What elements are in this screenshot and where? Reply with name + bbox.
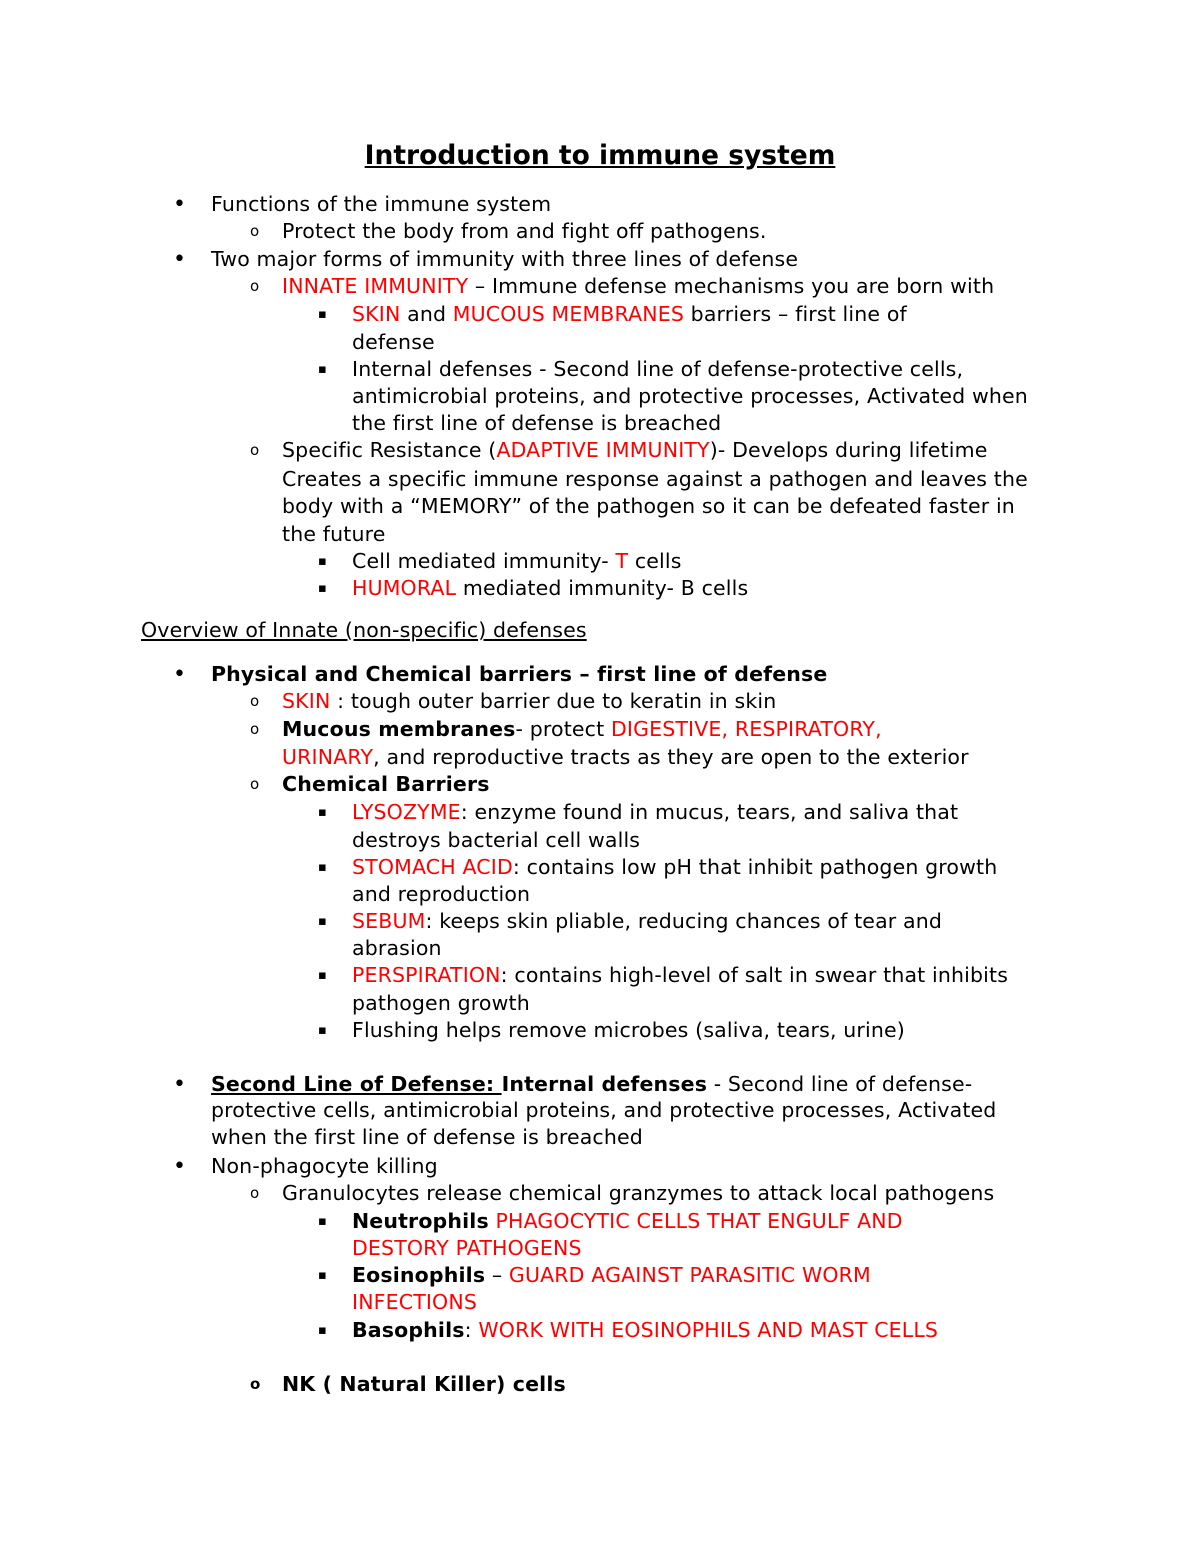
list-item: Basophils: WORK WITH EOSINOPHILS AND MAST CELLS	[352, 1318, 939, 1342]
list-item-continuation: DESTORY PATHOGENS	[352, 1236, 582, 1260]
keyword: MUCOUS MEMBRANES	[452, 302, 684, 326]
list-item: INNATE IMMUNITY – Immune defense mechanisms you are born with	[282, 274, 995, 298]
list-item: PERSPIRATION: contains high-level of salt in swear that inhibits	[352, 963, 1009, 987]
bullet-circle: o	[250, 441, 260, 459]
bullet-circle: o	[250, 1375, 261, 1393]
list-item: STOMACH ACID: contains low pH that inhibit pathogen growth	[352, 855, 998, 879]
bullet-square: ▪	[318, 805, 327, 820]
keyword: GUARD AGAINST PARASITIC WORM	[508, 1263, 871, 1287]
list-item: Protect the body from and fight off pathogens.	[282, 219, 767, 243]
list-item: Specific Resistance (ADAPTIVE IMMUNITY)- Develops during lifetime	[282, 438, 988, 462]
list-item: Eosinophils – GUARD AGAINST PARASITIC WORM	[352, 1263, 871, 1287]
list-item-continuation: INFECTIONS	[352, 1290, 477, 1314]
list-item: Two major forms of immunity with three lines of defense	[211, 247, 799, 271]
bullet-disc: •	[173, 192, 186, 217]
bullet-square: ▪	[318, 1023, 327, 1038]
keyword: WORK WITH EOSINOPHILS AND MAST CELLS	[478, 1318, 939, 1342]
list-item-continuation: URINARY, and reproductive tracts as they are open to the exterior	[282, 745, 969, 769]
list-item-continuation: body with a “MEMORY” of the pathogen so it can be defeated faster in	[282, 494, 1015, 518]
list-item-continuation: abrasion	[352, 936, 442, 960]
list-item-continuation: when the first line of defense is breached	[211, 1125, 643, 1149]
bullet-square: ▪	[318, 554, 327, 569]
list-item: Non-phagocyte killing	[211, 1154, 438, 1178]
list-item: Second Line of Defense: Internal defenses - Second line of defense-	[211, 1072, 973, 1096]
keyword: SEBUM	[352, 909, 426, 933]
bullet-circle: o	[250, 277, 260, 295]
bullet-disc: •	[173, 662, 186, 687]
bullet-square: ▪	[318, 307, 327, 322]
list-item-continuation: protective cells, antimicrobial proteins, and protective processes, Activated	[211, 1098, 997, 1122]
list-item: Mucous membranes- protect DIGESTIVE, RESPIRATORY,	[282, 717, 882, 741]
page-title: Introduction to immune system	[364, 140, 836, 171]
list-item-continuation: defense	[352, 330, 435, 354]
bullet-circle: o	[250, 222, 260, 240]
bullet-circle: o	[250, 720, 260, 738]
keyword: PERSPIRATION	[352, 963, 501, 987]
list-item: SKIN and MUCOUS MEMBRANES barriers – first line of	[352, 302, 907, 326]
list-item-continuation: and reproduction	[352, 882, 531, 906]
keyword: DIGESTIVE, RESPIRATORY,	[610, 717, 882, 741]
list-item: Chemical Barriers	[282, 772, 490, 796]
bullet-square: ▪	[318, 914, 327, 929]
list-item: Cell mediated immunity- T cells	[352, 549, 682, 573]
list-item: Granulocytes release chemical granzymes to attack local pathogens	[282, 1181, 995, 1205]
list-item-continuation: Creates a specific immune response against a pathogen and leaves the	[282, 467, 1028, 491]
list-item-continuation: the future	[282, 522, 386, 546]
section-heading: Overview of Innate (non-specific) defenses	[141, 618, 587, 642]
list-item: HUMORAL mediated immunity- B cells	[352, 576, 749, 600]
list-item: Internal defenses - Second line of defense-protective cells,	[352, 357, 964, 381]
bullet-disc: •	[173, 247, 186, 272]
bullet-circle: o	[250, 775, 260, 793]
list-item: LYSOZYME: enzyme found in mucus, tears, and saliva that	[352, 800, 959, 824]
keyword: PHAGOCYTIC CELLS THAT ENGULF AND	[488, 1209, 903, 1233]
keyword: INNATE IMMUNITY	[282, 274, 469, 298]
bullet-square: ▪	[318, 1214, 327, 1229]
keyword: URINARY	[282, 745, 374, 769]
bullet-square: ▪	[318, 860, 327, 875]
list-item: NK ( Natural Killer) cells	[282, 1372, 566, 1396]
list-item-continuation: antimicrobial proteins, and protective processes, Activated when	[352, 384, 1028, 408]
bullet-circle: o	[250, 1184, 260, 1202]
bullet-square: ▪	[318, 362, 327, 377]
keyword: LYSOZYME	[352, 800, 461, 824]
keyword: SKIN	[282, 689, 331, 713]
bullet-square: ▪	[318, 968, 327, 983]
keyword: STOMACH ACID	[352, 855, 513, 879]
list-item: Neutrophils PHAGOCYTIC CELLS THAT ENGULF AND	[352, 1209, 903, 1233]
list-item-continuation: pathogen growth	[352, 991, 530, 1015]
list-item-continuation: the first line of defense is breached	[352, 411, 722, 435]
keyword: ADAPTIVE IMMUNITY	[496, 438, 710, 462]
list-item: Flushing helps remove microbes (saliva, tears, urine)	[352, 1018, 905, 1042]
list-item: SKIN : tough outer barrier due to keratin in skin	[282, 689, 777, 713]
list-item: SEBUM: keeps skin pliable, reducing chances of tear and	[352, 909, 943, 933]
bullet-circle: o	[250, 692, 260, 710]
list-item: Functions of the immune system	[211, 192, 552, 216]
bullet-square: ▪	[318, 1323, 327, 1338]
bullet-square: ▪	[318, 1268, 327, 1283]
keyword: T	[615, 549, 629, 573]
bullet-disc: •	[173, 1154, 186, 1179]
bullet-disc: •	[173, 1072, 186, 1097]
keyword: SKIN	[352, 302, 401, 326]
list-item: Physical and Chemical barriers – first line of defense	[211, 662, 828, 686]
list-item-continuation: destroys bacterial cell walls	[352, 828, 641, 852]
bullet-square: ▪	[318, 581, 327, 596]
keyword: HUMORAL	[352, 576, 457, 600]
